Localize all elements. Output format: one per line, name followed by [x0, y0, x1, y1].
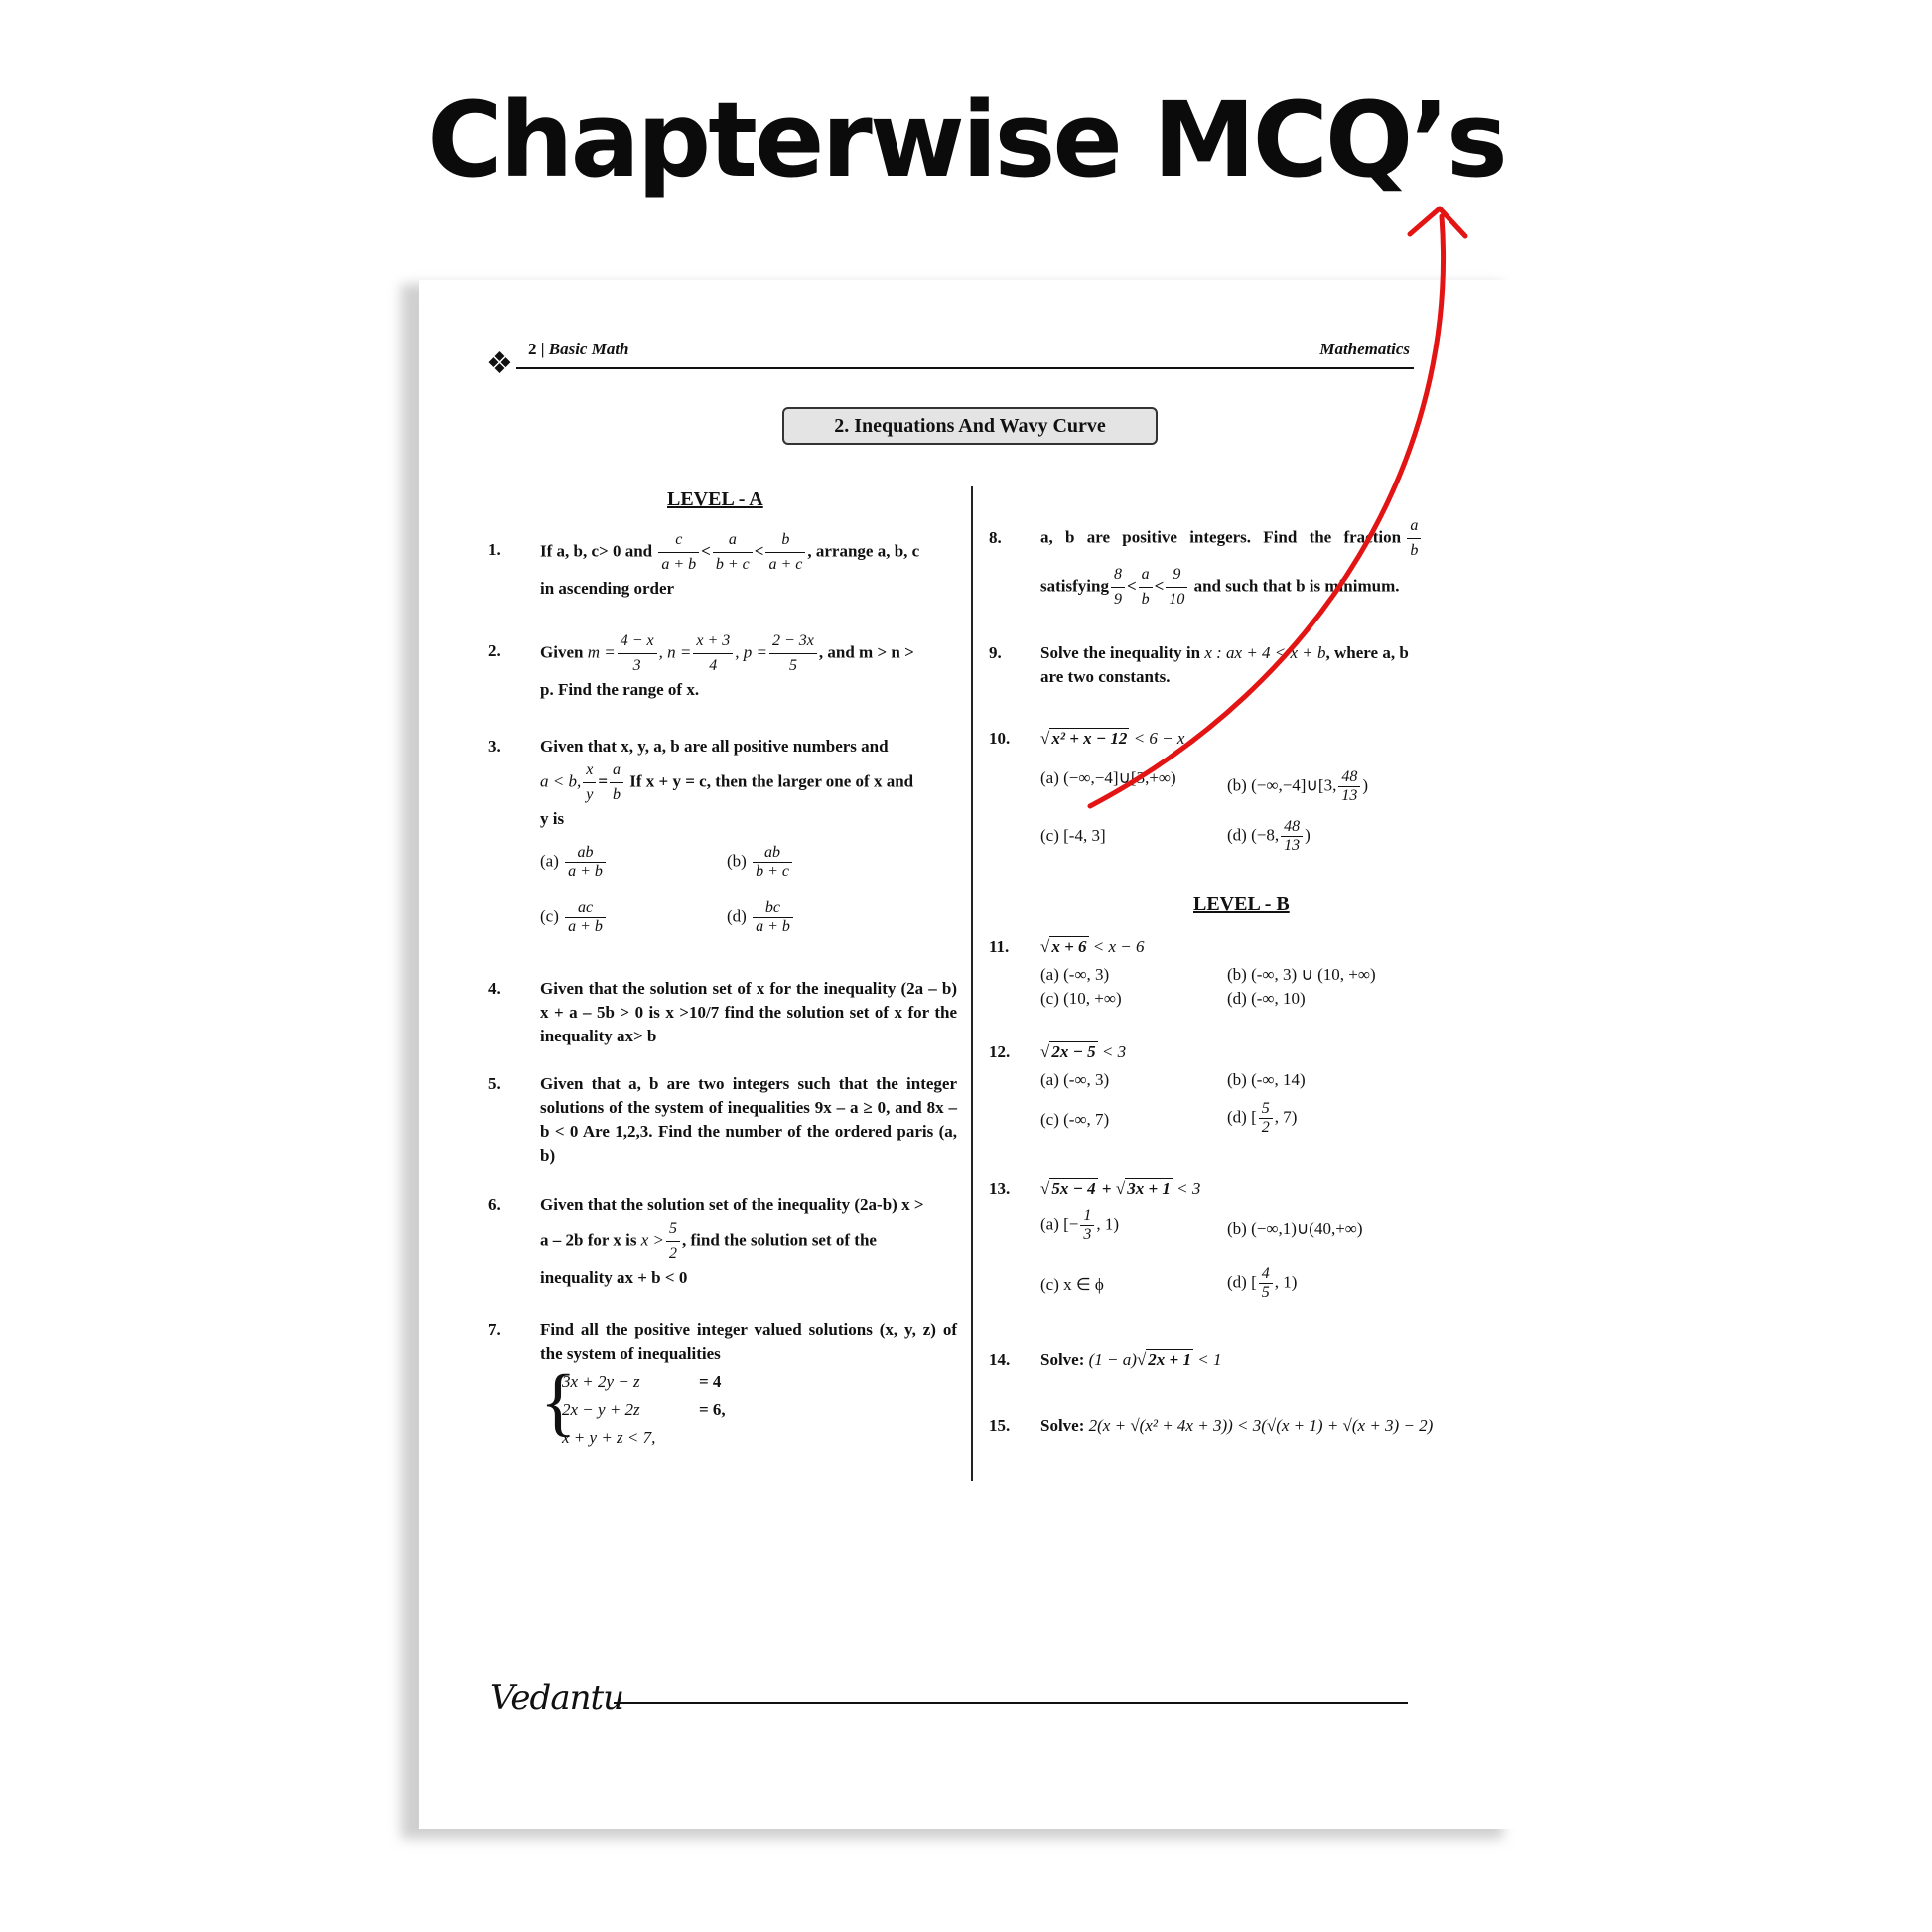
q1-text-a: If a, b, c> 0 and — [540, 541, 653, 561]
q1-text-b: , arrange a, b, c — [807, 541, 920, 561]
q6-text-b: a – 2b for x is — [540, 1230, 637, 1250]
q12-option-a: (a) (-∞, 3) — [1040, 1070, 1110, 1089]
q13-option-d: (d) [ $\frac{4}{5}$ , 1) — [1227, 1265, 1298, 1301]
header-subject: Mathematics — [1319, 340, 1410, 358]
question-10: √ x² + x − 12 < 6 − x — [1040, 729, 1185, 748]
question-2: Given m = $\frac{4 - x}{3}$ , n = $\frac{x + 3}{4}$ , p = $\frac{2 - 3x}{5}$ , and m > n > p. Find the range of x. — [540, 629, 957, 702]
q8-text-b: satisfying — [1040, 576, 1109, 596]
q10-number: 10. — [989, 729, 1011, 748]
q3-text-a: Given that x, y, a, b are all positive numbers and — [540, 737, 889, 756]
q2-text-b: , and m > n > — [818, 642, 914, 662]
q8-number: 8. — [989, 528, 1002, 547]
q10-option-b: (b) (−∞,−4]∪[3, $\frac{48}{13}$ ) — [1227, 768, 1368, 804]
q10-option-d: (d) (−8, $\frac{48}{13}$ ) — [1227, 818, 1311, 854]
banner-title: Chapterwise MCQ’s — [427, 79, 1505, 201]
question-4: Given that the solution set of x for the inequality (2a – b) x + a – 5b > 0 is x >10/7 find the solution set of x for the inequality ax> b — [540, 979, 957, 1045]
q3-text-b: If x + y = c, then the larger one of x and — [629, 771, 914, 791]
q8-text-a: a, b are positive integers. Find the fraction — [1040, 527, 1402, 547]
page-number: 2 | — [528, 340, 545, 358]
question-3: Given that x, y, a, b are all positive numbers and a < b, $\frac{x}{y}$ = $\frac{a}{b}$ If x + y = c, then the larger one of x and y is — [540, 737, 914, 828]
q13-number: 13. — [989, 1179, 1011, 1198]
section-title: 2. Inequations And Wavy Curve — [782, 407, 1158, 445]
column-divider — [971, 486, 973, 1481]
q6-text-a: Given that the solution set of the inequality (2a-b) x > — [540, 1195, 924, 1214]
q10-option-a: (a) (−∞,−4]∪[3,+∞) — [1040, 768, 1176, 787]
q1-frac-2: $\frac{a}{b + c}$ — [713, 528, 753, 577]
q13-option-a: (a) [− $\frac{1}{3}$ , 1) — [1040, 1207, 1120, 1243]
q9-text-b: , where a, b — [1325, 643, 1409, 662]
header-rule — [516, 367, 1414, 369]
level-a-heading: LEVEL - A — [667, 488, 763, 510]
q1-number: 1. — [488, 540, 501, 559]
q1-frac-1: $\frac{c}{a + b}$ — [658, 528, 699, 577]
q7-eq-2: 2x − y + 2z — [562, 1400, 640, 1419]
header-left — [528, 340, 629, 359]
question-6: Given that the solution set of the inequality (2a-b) x > a – 2b for x is x > $\frac{5}{2}$ , find the solution set of the inequality ax + b < 0 — [540, 1195, 924, 1287]
q12-option-c: (c) (-∞, 7) — [1040, 1110, 1110, 1129]
q3-text-c: y is — [540, 809, 565, 828]
q3-number: 3. — [488, 737, 501, 756]
q7-eq-3: x + y + z < 7, — [562, 1428, 656, 1447]
q11-number: 11. — [989, 937, 1010, 956]
q7-rhs-1: = 4 — [699, 1372, 722, 1391]
q6-text-c: , find the solution set of the — [681, 1230, 877, 1250]
q3-option-a: (a) $\frac{ab}{a + b}$ — [540, 844, 608, 881]
q9-number: 9. — [989, 643, 1002, 662]
vedantu-logo: Vedantu — [490, 1678, 624, 1718]
ornament-icon: ❖ — [486, 347, 513, 380]
chapter-name: Basic Math — [548, 340, 629, 358]
question-1: If a, b, c> 0 and $\frac{c}{a + b}$ < $\frac{a}{b + c}$ < $\frac{b}{a + c}$ , arrange a, b, c in ascending order — [540, 528, 957, 601]
q2-text-a: Given — [540, 642, 584, 662]
q5-number: 5. — [488, 1074, 501, 1093]
question-13: √ 5x − 4 + √ 3x + 1 < 3 — [1040, 1179, 1201, 1198]
question-9 — [1040, 641, 1477, 689]
q9-math: x : ax + 4 < x + b — [1204, 643, 1326, 662]
q12-option-b: (b) (-∞, 14) — [1227, 1070, 1306, 1089]
q15-number: 15. — [989, 1416, 1011, 1435]
question-8: a, b are positive integers. Find the fraction $\frac{a}{b}$ satisfying $\frac{8}{9}$ < $\frac{a}{b}$ < $\frac{9}{10}$ and such that b is minimum. — [1040, 514, 1477, 612]
question-15: Solve: 2(x + √(x² + 4x + 3)) < 3(√(x + 1) + √(x + 3) − 2) — [1040, 1416, 1434, 1435]
q13-option-b: (b) (−∞,1)∪(40,+∞) — [1227, 1219, 1363, 1238]
q4-number: 4. — [488, 979, 501, 998]
q8-text-c: and such that b is minimum. — [1193, 576, 1400, 596]
q2-number: 2. — [488, 641, 501, 660]
q11-option-b: (b) (-∞, 3) ∪ (10, +∞) — [1227, 965, 1376, 984]
q2-text-c: p. Find the range of x. — [540, 680, 700, 699]
q3-option-b: (b) $\frac{ab}{b + c}$ — [727, 844, 794, 881]
q6-text-d: inequality ax + b < 0 — [540, 1268, 688, 1287]
q3-option-d: (d) $\frac{bc}{a + b}$ — [727, 899, 795, 936]
question-7: Find all the positive integer valued solutions (x, y, z) of the system of inequalities — [540, 1320, 957, 1363]
q7-rhs-2: = 6, — [699, 1400, 726, 1419]
worksheet-page: ❖ 2 | Basic Math Mathematics 2. Inequations And Wavy Curve LEVEL - A 1. If a, b, c> 0 and $\frac{c}{a + b}$ < $\frac{a}{b + c}$ < $\frac{b}{a + c}$ , arrange a, b, c in ascending order 2. Given m = $\frac{4 - x}{3}$ , n = $\frac{x + 3}{4}$ , p = $\frac{2 - 3x}{5}$ , and m > n > p. Find the range of x. 3. Given that x, y, a, b are all positive numbers and a < b, $\frac{x}{y}$ = $\frac{a}{b}$ If x + y = c, then the larger one of x and y is (a) $\frac{ab}{a + b}$ (b) $\frac{ab}{b + c}$ (c) $\frac{ac}{a + b}$ (d) $\frac{bc}{a + b}$ 4. Given that the solution set of x for the inequality (2a – b) x + a – 5b > 0 is x >10/7 find the solution set of x for the inequality ax> b 5. Given that a, b are two integers such that the integer solutions of the system of inequalities 9x – a ≥ 0, and 8x – b < 0 Are 1,2,3. Find the number of the ordered paris (a, b) 6. Given that the solution set of the inequality (2a-b) x > a – 2b for x is x > $\frac{5}{2}$ , find the solution set of the inequality ax + b < 0 7. Find all the positive integer valued solutions (x, y, z) of the system of inequalities { 3x + 2y − z 2x − y + 2z x + y + z < 7, = 4 = 6, 8. a, b are positive integers. Find the fraction $\frac{a}{b}$ satisfying $\frac{8}{9}$ < $\frac{a}{b}$ < $\frac{9}{10}$ and such that b is minimum. 9. Solve the inequality in x : ax + 4 < x + b, where a, b are two constants. 10. √ x² + x − 12 < 6 − x (a) (−∞,−4]∪[3,+∞) (b) (−∞,−4]∪[3, $\frac{48}{13}$ ) (c) [-4, 3] (d) (−8, $\frac{48}{13}$ ) LEVEL - B 11. √ x + 6 < x − 6 (a) (-∞, 3) (b) (-∞, 3) ∪ (10, +∞) (c) (10, +∞) (d) (-∞, 10) 12. √ 2x − 5 < 3 (a) (-∞, 3) (b) (-∞, 14) (c) (-∞, 7) (d) [ $\frac{5}{2}$ , 7) 13. √ 5x − 4 + √ 3x + 1 < 3 (a) [− $\frac{1}{3}$ , 1) (b) (−∞,1)∪(40,+∞) (c) x ∈ ϕ (d) [ $\frac{4}{5}$ , 1) 14. Solve: (1 − a)√ 2x + 1 < 1 15. Solve: 2(x + √(x² + 4x + 3)) < 3(√(x + 1) + √(x + 3) − 2) Vedantu — [419, 280, 1519, 1829]
q9-text-c: are two constants. — [1040, 667, 1171, 686]
question-5: Given that a, b are two integers such that the integer solutions of the system of inequalities 9x – a ≥ 0, and 8x – b < 0 Are 1,2,3. Find the number of the ordered paris (a, b) — [540, 1074, 957, 1165]
q7-number: 7. — [488, 1320, 501, 1339]
q14-number: 14. — [989, 1350, 1011, 1369]
question-11: √ x + 6 < x − 6 — [1040, 937, 1145, 956]
q12-option-d: (d) [ $\frac{5}{2}$ , 7) — [1227, 1100, 1298, 1136]
q6-number: 6. — [488, 1195, 501, 1214]
q9-text-a: Solve the inequality in — [1040, 643, 1201, 662]
q10-option-c: (c) [-4, 3] — [1040, 826, 1106, 845]
q11-option-d: (d) (-∞, 10) — [1227, 989, 1306, 1008]
question-12: √ 2x − 5 < 3 — [1040, 1042, 1127, 1061]
footer-rule — [614, 1702, 1408, 1704]
q1-frac-3: $\frac{b}{a + c}$ — [765, 528, 805, 577]
q11-option-c: (c) (10, +∞) — [1040, 989, 1122, 1008]
q3-option-c: (c) $\frac{ac}{a + b}$ — [540, 899, 608, 936]
q12-number: 12. — [989, 1042, 1011, 1061]
q11-option-a: (a) (-∞, 3) — [1040, 965, 1110, 984]
q7-eq-1: 3x + 2y − z — [562, 1372, 640, 1391]
q13-option-c: (c) x ∈ ϕ — [1040, 1275, 1104, 1294]
question-14: Solve: (1 − a)√ 2x + 1 < 1 — [1040, 1350, 1222, 1369]
level-b-heading: LEVEL - B — [1193, 894, 1290, 915]
q1-text-c: in ascending order — [540, 579, 675, 598]
